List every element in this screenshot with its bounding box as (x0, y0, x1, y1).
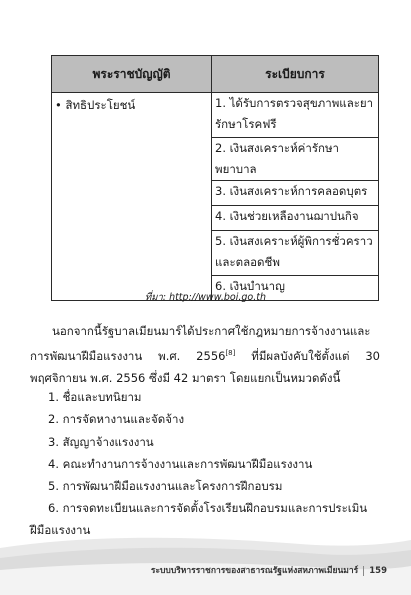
list-item: 4. คณะทำงานการจ้างงานและการพัฒนาฝีมือแรงงาน (48, 456, 313, 471)
source-citation: ที่มา: http://www.boi.go.th (144, 292, 266, 303)
list-item: 5. การพัฒนาฝีมือแรงงานและโครงการฝึกอบรม (48, 479, 283, 494)
table-cell: 4. เงินช่วยเหลืองานฌาปนกิจ (212, 206, 379, 231)
chapter-list (48, 386, 382, 497)
benefits-label: • สิทธิประโยชน์ (52, 93, 212, 301)
table-cell: 3. เงินสงเคราะห์การคลอดบุตร (212, 181, 379, 206)
running-title: ระบบบริหารราชการของสาธารณรัฐแห่งสหภาพเมียนมาร์ (150, 566, 359, 576)
header-regulation: ระเบียบการ (212, 56, 379, 93)
paragraph-text-2: ที่มีผลบังคับใช้ตั้งแต่ 30 พฤศจิกายน พ.ศ. 2556 ซึ่งมี 42 มาตรา โดยแยกเป็นหมวดดังนี้ (30, 348, 380, 385)
paragraph-text-1: นอกจากนี้รัฐบาลเมียนมาร์ได้ประกาศใช้กฎหมายการจ้างงานและการพัฒนาฝีมือแรงงาน พ.ศ. 2556 (30, 324, 371, 363)
last-chapter-text: 6. การจดทะเบียนและการจัดตั้งโรงเรียนฝึกอบรมและการประเมินฝีมือแรงงาน (30, 501, 368, 537)
page-number: 159 (369, 566, 387, 576)
table-cell: 1. ได้รับการตรวจสุขภาพและยารักษาโรคฟรี (212, 93, 379, 138)
table-header-row (52, 56, 379, 93)
list-item: 2. การจัดหางานและจัดจ้าง (48, 412, 185, 427)
table-cell: 2. เงินสงเคราะห์ค่ารักษาพยาบาล (212, 138, 379, 181)
header-act: พระราชบัญญัติ (52, 56, 212, 93)
reference-marker: [8] (225, 349, 236, 357)
comparison-table (51, 55, 379, 301)
page-footer (151, 563, 387, 577)
table-row (52, 93, 379, 138)
footer-separator (363, 566, 364, 576)
table-cell: 6. เงินบำนาญ (212, 276, 379, 301)
list-item: 3. สัญญาจ้างแรงงาน (48, 434, 154, 449)
body-paragraph (30, 320, 380, 389)
list-item: 1. ชื่อและบทนิยาม (48, 390, 142, 404)
table-cell: 5. เงินสงเคราะห์ผู้พิการชั่วคราวและตลอดชีพ (212, 231, 379, 276)
